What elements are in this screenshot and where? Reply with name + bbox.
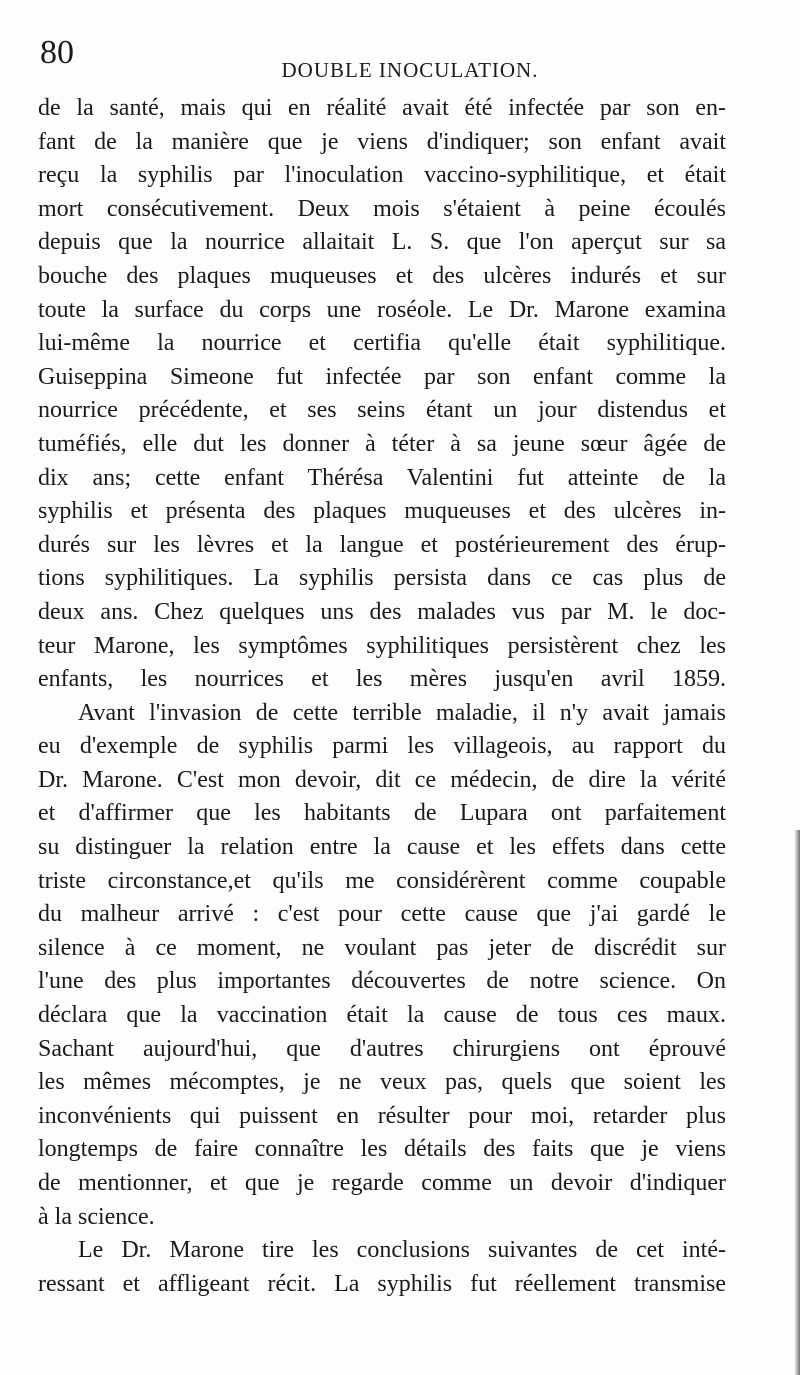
text-line: nourrice précédente, et ses seins étant un jour distendus et	[38, 397, 726, 424]
text-line: lui-même la nourrice et certifia qu'elle était syphilitique.	[38, 330, 726, 357]
body-text	[38, 92, 726, 1301]
text-line: Le Dr. Marone tire les conclusions suivantes de cet inté-	[78, 1237, 726, 1264]
text-line: ressant et affligeant récit. La syphilis fut réellement transmise	[38, 1270, 726, 1297]
text-line: depuis que la nourrice allaitait L. S. que l'on aperçut sur sa	[38, 229, 726, 256]
text-line: silence à ce moment, ne voulant pas jeter de discrédit sur	[38, 934, 726, 961]
text-line: bouche des plaques muqueuses et des ulcères indurés et sur	[38, 262, 726, 289]
text-line: eu d'exemple de syphilis parmi les villageois, au rapport du	[38, 733, 726, 760]
text-line: tions syphilitiques. La syphilis persista dans ce cas plus de	[38, 565, 726, 592]
text-line: longtemps de faire connaître les détails des faits que je viens	[38, 1136, 726, 1163]
text-line: deux ans. Chez quelques uns des malades vus par M. le doc-	[38, 598, 726, 625]
text-line: su distinguer la relation entre la cause et les effets dans cette	[38, 834, 726, 861]
text-line: déclara que la vaccination était la cause de tous ces maux.	[38, 1002, 726, 1029]
text-line: à la science.	[38, 1203, 155, 1230]
text-line: Sachant aujourd'hui, que d'autres chirurgiens ont éprouvé	[38, 1035, 726, 1062]
text-line: triste circonstance,et qu'ils me considérèrent comme coupable	[38, 867, 726, 894]
text-line: du malheur arrivé : c'est pour cette cause que j'ai gardé le	[38, 901, 726, 928]
text-line: mort consécutivement. Deux mois s'étaient à peine écoulés	[38, 195, 726, 222]
text-line: teur Marone, les symptômes syphilitiques persistèrent chez les	[38, 632, 726, 659]
text-line: Guiseppina Simeone fut infectée par son enfant comme la	[38, 363, 726, 390]
text-line: fant de la manière que je viens d'indiquer; son enfant avait	[38, 128, 726, 155]
text-line: de la santé, mais qui en réalité avait été infectée par son en-	[38, 95, 726, 121]
text-line: enfants, les nourrices et les mères jusqu'en avril 1859.	[38, 666, 726, 693]
text-line: tuméfiés, elle dut les donner à téter à sa jeune sœur âgée de	[38, 430, 726, 457]
text-line: et d'affirmer que les habitants de Lupara ont parfaitement	[38, 800, 726, 827]
text-line: reçu la syphilis par l'inoculation vaccino-syphilitique, et était	[38, 162, 726, 189]
page-number: 80	[40, 34, 74, 71]
text-line: durés sur les lèvres et la langue et postérieurement des érup-	[38, 531, 726, 558]
text-line: syphilis et présenta des plaques muqueuses et des ulcères in-	[38, 498, 726, 525]
text-line: l'une des plus importantes découvertes de notre science. On	[38, 968, 726, 995]
page-edge-shadow	[794, 830, 800, 1375]
text-line: dix ans; cette enfant Thérésa Valentini fut atteinte de la	[38, 464, 726, 491]
text-line: les mêmes mécomptes, je ne veux pas, quels que soient les	[38, 1069, 726, 1096]
text-line: Dr. Marone. C'est mon devoir, dit ce médecin, de dire la vérité	[38, 766, 726, 793]
text-line: toute la surface du corps une roséole. Le Dr. Marone examina	[38, 296, 726, 323]
text-line: inconvénients qui puissent en résulter pour moi, retarder plus	[38, 1102, 726, 1129]
page-header	[40, 34, 720, 84]
text-line: Avant l'invasion de cette terrible maladie, il n'y avait jamais	[78, 699, 726, 726]
running-head: DOUBLE INOCULATION.	[281, 58, 539, 82]
text-line: de mentionner, et que je regarde comme un devoir d'indiquer	[38, 1170, 726, 1196]
